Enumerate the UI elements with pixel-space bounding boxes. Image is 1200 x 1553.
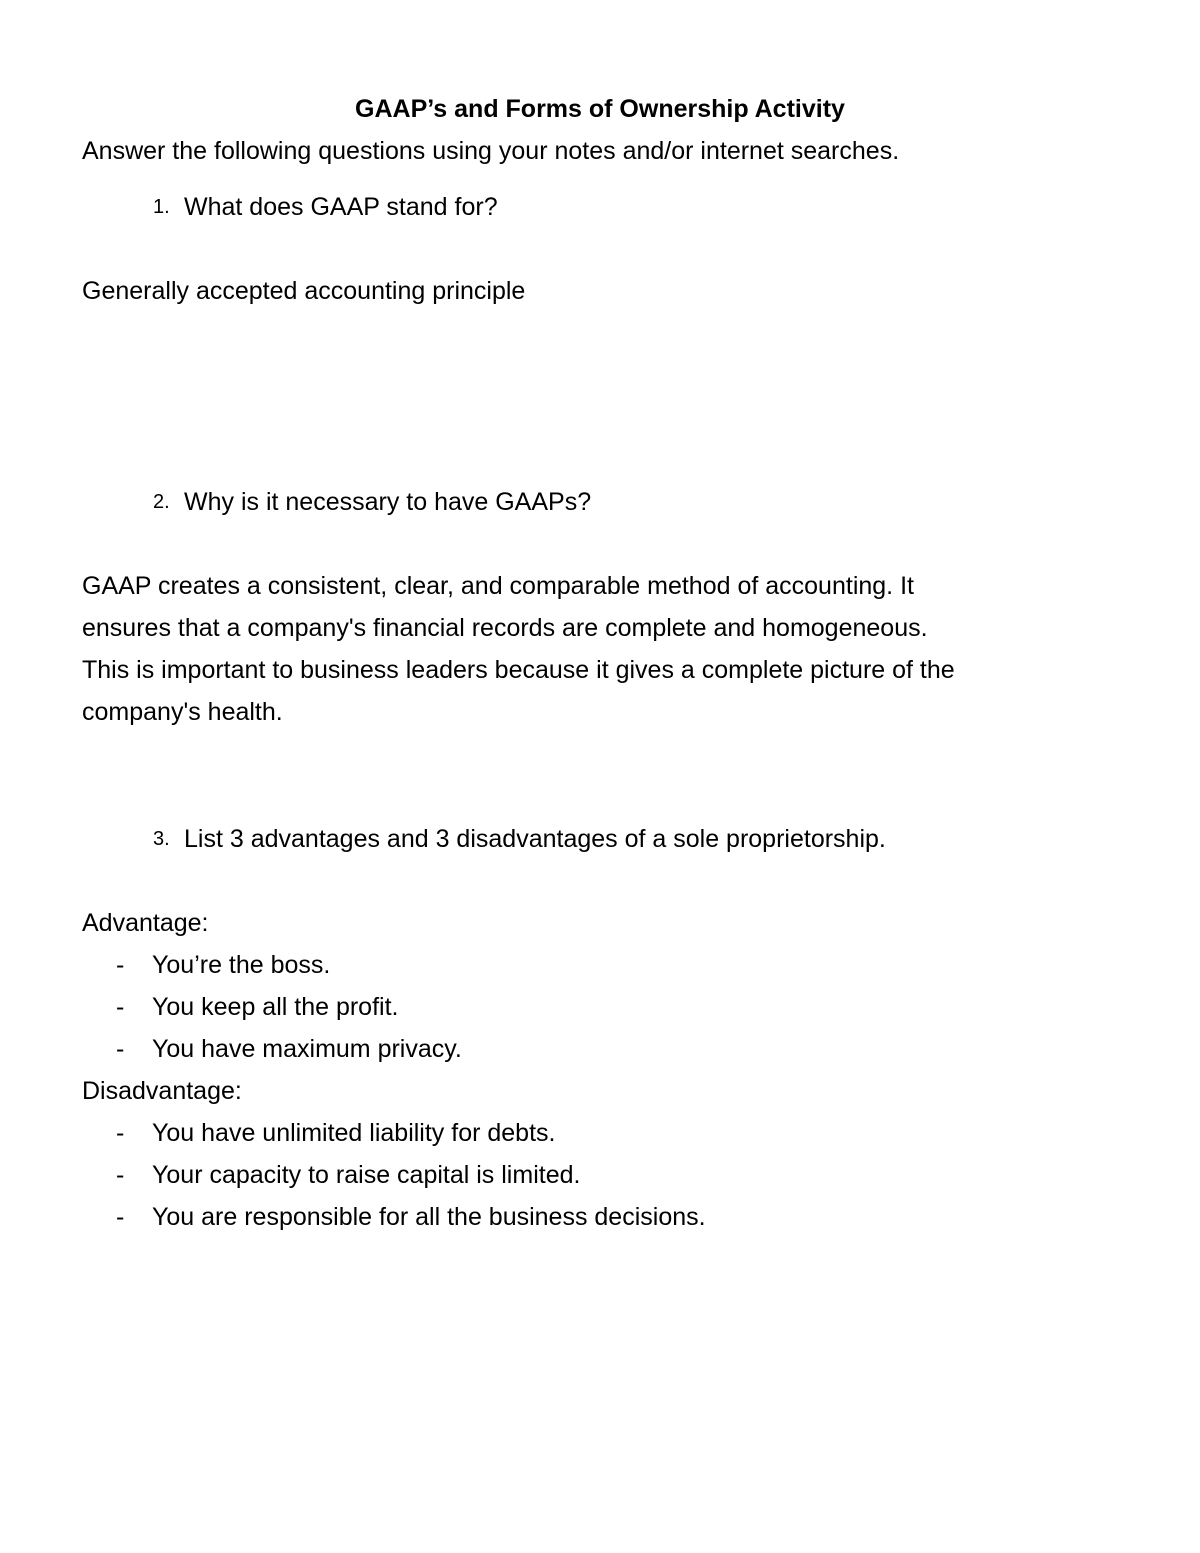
question-1-text: What does GAAP stand for? bbox=[184, 193, 498, 221]
question-2-text: Why is it necessary to have GAAPs? bbox=[184, 488, 592, 516]
answer-2-line-2: ensures that a company's financial records are complete and homogeneous. bbox=[82, 614, 928, 642]
instructions-text: Answer the following questions using your notes and/or internet searches. bbox=[82, 137, 900, 165]
advantage-item: You keep all the profit. bbox=[152, 993, 399, 1021]
answer-2-line-4: company's health. bbox=[82, 698, 283, 726]
disadvantage-item: You are responsible for all the business decisions. bbox=[152, 1203, 706, 1231]
bullet-dash: - bbox=[116, 993, 125, 1021]
document-title: GAAP’s and Forms of Ownership Activity bbox=[355, 95, 845, 123]
question-1-number: 1. bbox=[153, 196, 170, 218]
answer-1-text: Generally accepted accounting principle bbox=[82, 277, 526, 305]
advantage-item: You have maximum privacy. bbox=[152, 1035, 462, 1063]
disadvantage-item: Your capacity to raise capital is limited. bbox=[152, 1161, 581, 1189]
advantage-heading: Advantage: bbox=[82, 909, 209, 937]
bullet-dash: - bbox=[116, 1203, 125, 1231]
question-3-number: 3. bbox=[153, 828, 170, 850]
question-3-text: List 3 advantages and 3 disadvantages of a sole proprietorship. bbox=[184, 825, 886, 853]
bullet-dash: - bbox=[116, 1161, 125, 1189]
question-2-number: 2. bbox=[153, 491, 170, 513]
bullet-dash: - bbox=[116, 1035, 125, 1063]
disadvantage-heading: Disadvantage: bbox=[82, 1077, 242, 1105]
bullet-dash: - bbox=[116, 1119, 125, 1147]
bullet-dash: - bbox=[116, 951, 125, 979]
answer-2-line-3: This is important to business leaders because it gives a complete picture of the bbox=[82, 656, 955, 684]
advantage-item: You’re the boss. bbox=[152, 951, 331, 979]
disadvantage-item: You have unlimited liability for debts. bbox=[152, 1119, 556, 1147]
answer-2-line-1: GAAP creates a consistent, clear, and comparable method of accounting. It bbox=[82, 572, 914, 600]
